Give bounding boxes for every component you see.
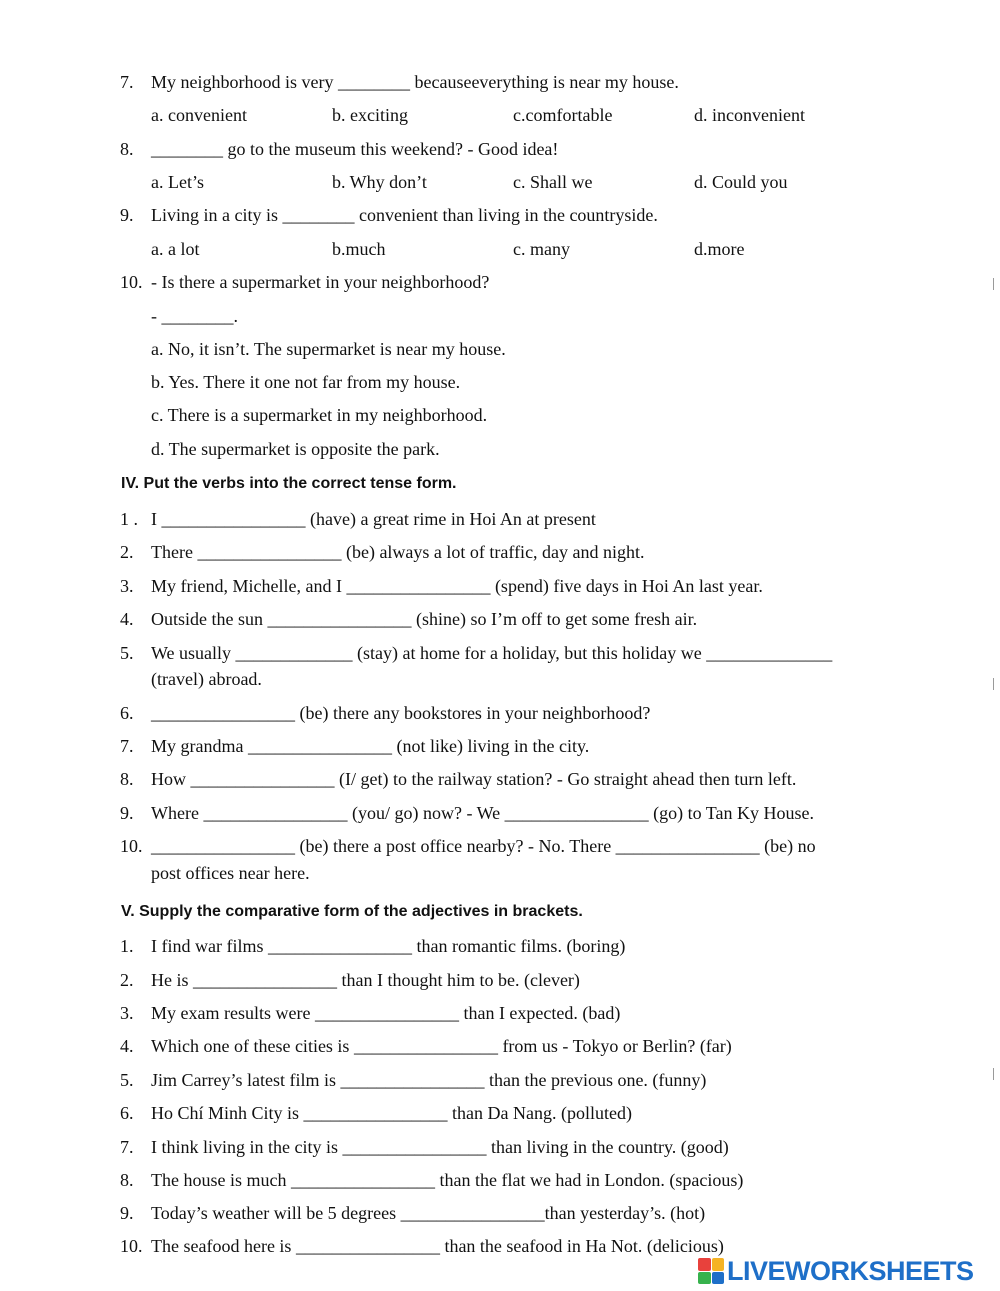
margin-mark [993,278,994,290]
question-text: - Is there a supermarket in your neighborhood? [151,272,490,292]
exercise-item[interactable]: I find war films ________________ than romantic films. (boring) [151,936,626,956]
item-number: 7. [120,1137,134,1157]
exercise-item[interactable]: Jim Carrey’s latest film is ________________ than the previous one. (funny) [151,1070,707,1090]
liveworksheets-logo-icon [698,1258,724,1284]
item-number: 2. [120,970,134,990]
question-number: 7. [120,72,134,92]
item-number: 8. [120,1170,134,1190]
item-number: 9. [120,1203,134,1223]
item-number: 6. [120,703,134,723]
question-number: 9. [120,205,134,225]
option-c[interactable]: c. Shall we [513,172,593,192]
logo-text: LIVEWORKSHEETS [727,1255,974,1286]
option-d[interactable]: d.more [694,239,745,259]
logo-square-blue [712,1272,725,1285]
exercise-item[interactable]: The seafood here is ________________ than the seafood in Ha Not. (delicious) [151,1236,724,1256]
exercise-item[interactable]: How ________________ (I/ get) to the railway station? - Go straight ahead then turn left. [151,769,797,789]
item-number: 4. [120,1036,134,1056]
item-number: 4. [120,609,134,629]
option-c[interactable]: c. many [513,239,570,259]
logo-square-red [698,1258,711,1271]
exercise-item[interactable]: Where ________________ (you/ go) now? - We ________________ (go) to Tan Ky House. [151,803,815,823]
question-text: Living in a city is ________ convenient than living in the countryside. [151,205,658,225]
question-text: ________ go to the museum this weekend? - Good idea! [151,139,559,159]
item-number: 3. [120,1003,134,1023]
exercise-item[interactable]: He is ________________ than I thought him to be. (clever) [151,970,580,990]
item-number: 1. [120,936,134,956]
section-heading: IV. Put the verbs into the correct tense form. [121,475,457,492]
answer-blank[interactable]: - ________. [151,306,238,326]
option-c[interactable]: c. There is a supermarket in my neighborhood. [151,405,488,425]
exercise-item[interactable]: ________________ (be) there any bookstores in your neighborhood? [151,703,651,723]
item-number: 6. [120,1103,134,1123]
option-b[interactable]: b. Why don’t [332,172,427,192]
exercise-item[interactable]: Outside the sun ________________ (shine) so I’m off to get some fresh air. [151,609,698,629]
question-number: 8. [120,139,134,159]
item-number: 8. [120,769,134,789]
item-number: 10. [120,1236,143,1256]
exercise-item[interactable]: Today’s weather will be 5 degrees ________________than yesterday’s. (hot) [151,1203,706,1223]
option-a[interactable]: a. No, it isn’t. The supermarket is near my house. [151,339,506,359]
liveworksheets-logo[interactable] [698,1255,974,1286]
item-number: 5. [120,1070,134,1090]
option-c[interactable]: c.comfortable [513,105,613,125]
option-d[interactable]: d. inconvenient [694,105,805,125]
margin-mark [993,1068,994,1080]
item-number: 9. [120,803,134,823]
logo-square-yellow [712,1258,725,1271]
question-text: My neighborhood is very ________ becauseeverything is near my house. [151,72,679,92]
item-number: 10. [120,836,143,856]
option-a[interactable]: a. Let’s [151,172,204,192]
item-number: 2. [120,542,134,562]
option-d[interactable]: d. The supermarket is opposite the park. [151,439,440,459]
option-b[interactable]: b. Yes. There it one not far from my house. [151,372,461,392]
exercise-item[interactable]: The house is much ________________ than the flat we had in London. (spacious) [151,1170,744,1190]
exercise-item-continued: (travel) abroad. [151,669,262,689]
item-number: 3. [120,576,134,596]
section-heading: V. Supply the comparative form of the adjectives in brackets. [121,903,583,920]
exercise-item-continued: post offices near here. [151,863,310,883]
exercise-item[interactable]: I think living in the city is ________________ than living in the country. (good) [151,1137,729,1157]
exercise-item[interactable]: There ________________ (be) always a lot of traffic, day and night. [151,542,645,562]
item-number: 5. [120,643,134,663]
option-a[interactable]: a. convenient [151,105,247,125]
option-b[interactable]: b. exciting [332,105,408,125]
exercise-item[interactable]: We usually _____________ (stay) at home for a holiday, but this holiday we ______________ [151,643,833,663]
exercise-item[interactable]: My friend, Michelle, and I ________________ (spend) five days in Hoi An last year. [151,576,763,596]
option-a[interactable]: a. a lot [151,239,200,259]
question-number: 10. [120,272,143,292]
exercise-item[interactable]: Ho Chí Minh City is ________________ than Da Nang. (polluted) [151,1103,632,1123]
exercise-item[interactable]: ________________ (be) there a post office nearby? - No. There ________________ (be) no [151,836,816,856]
item-number: 1 . [120,509,138,529]
exercise-item[interactable]: My grandma ________________ (not like) living in the city. [151,736,590,756]
margin-mark [993,678,994,690]
exercise-item[interactable]: Which one of these cities is ________________ from us - Tokyo or Berlin? (far) [151,1036,732,1056]
option-b[interactable]: b.much [332,239,386,259]
logo-square-green [698,1272,711,1285]
exercise-item[interactable]: My exam results were ________________ than I expected. (bad) [151,1003,621,1023]
exercise-item[interactable]: I ________________ (have) a great rime in Hoi An at present [151,509,596,529]
option-d[interactable]: d. Could you [694,172,788,192]
item-number: 7. [120,736,134,756]
